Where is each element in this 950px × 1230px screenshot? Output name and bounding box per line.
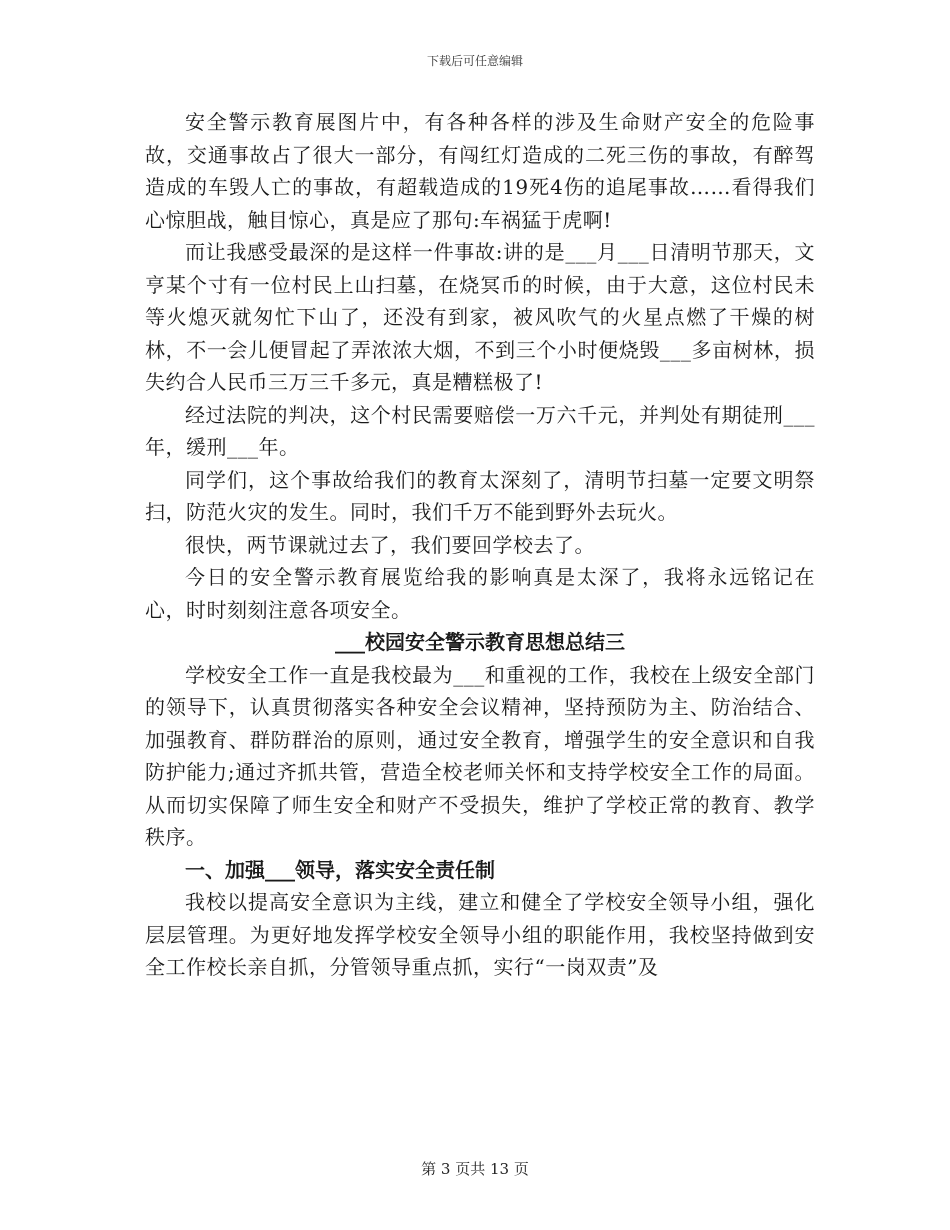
section-title: ___校园安全警示教育思想总结三 (335, 630, 625, 654)
paragraph: 而让我感受最深的是这样一件事故:讲的是___月___日清明节那天，文亨某个寸有一位村民上山扫墓，在烧冥币的时候，由于大意，这位村民未等火熄灭就匆忙下山了，还没有到家，被风吹气的火星点燃了干燥的树林，不一会儿便冒起了弄浓浓大烟，不到三个小时便烧毁___多亩树林，损失约合人民币三万三千多元，真是糟糕极了! (145, 240, 815, 394)
paragraph: 安全警示教育展图片中，有各种各样的涉及生命财产安全的危险事故，交通事故占了很大一部分，有闯红灯造成的二死三伤的事故，有醉驾造成的车毁人亡的事故，有超载造成的19死4伤的追尾事故……看得我们心惊胆战，触目惊心，真是应了那句:车祸猛于虎啊! (145, 110, 815, 232)
page-header: 下载后可任意编辑 (426, 54, 523, 68)
paragraph: 今日的安全警示教育展览给我的影响真是太深了，我将永远铭记在心，时时刻刻注意各项安全。 (145, 565, 815, 622)
paragraph: 学校安全工作一直是我校最为___和重视的工作，我校在上级安全部门的领导下，认真贯彻落实各种安全会议精神，坚持预防为主、防治结合、加强教育、群防群治的原则，通过安全教育，增强学生的安全意识和自我防护能力;通过齐抓共管，营造全校老师关怀和支持学校安全工作的局面。从而切实保障了师生安全和财产不受损失，维护了学校正常的教育、教学秩序。 (145, 662, 815, 849)
document-body (145, 106, 815, 984)
page-footer: 第 3 页共 13 页 (421, 1160, 529, 1178)
paragraph: 同学们，这个事故给我们的教育太深刻了，清明节扫墓一定要文明祭扫，防范火灾的发生。同时，我们千万不能到野外去玩火。 (145, 467, 815, 524)
paragraph: 很快，两节课就过去了，我们要回学校去了。 (185, 532, 595, 557)
paragraph: 我校以提高安全意识为主线，建立和健全了学校安全领导小组，强化层层管理。为更好地发挥学校安全领导小组的职能作用，我校坚持做到安全工作校长亲自抓，分管领导重点抓，实行“一岗双责”及 (145, 890, 815, 979)
subsection-title: 一、加强___领导，落实安全责任制 (185, 857, 495, 882)
paragraph: 经过法院的判决，这个村民需要赔偿一万六千元，并判处有期徒刑___年，缓刑___年。 (145, 402, 815, 459)
